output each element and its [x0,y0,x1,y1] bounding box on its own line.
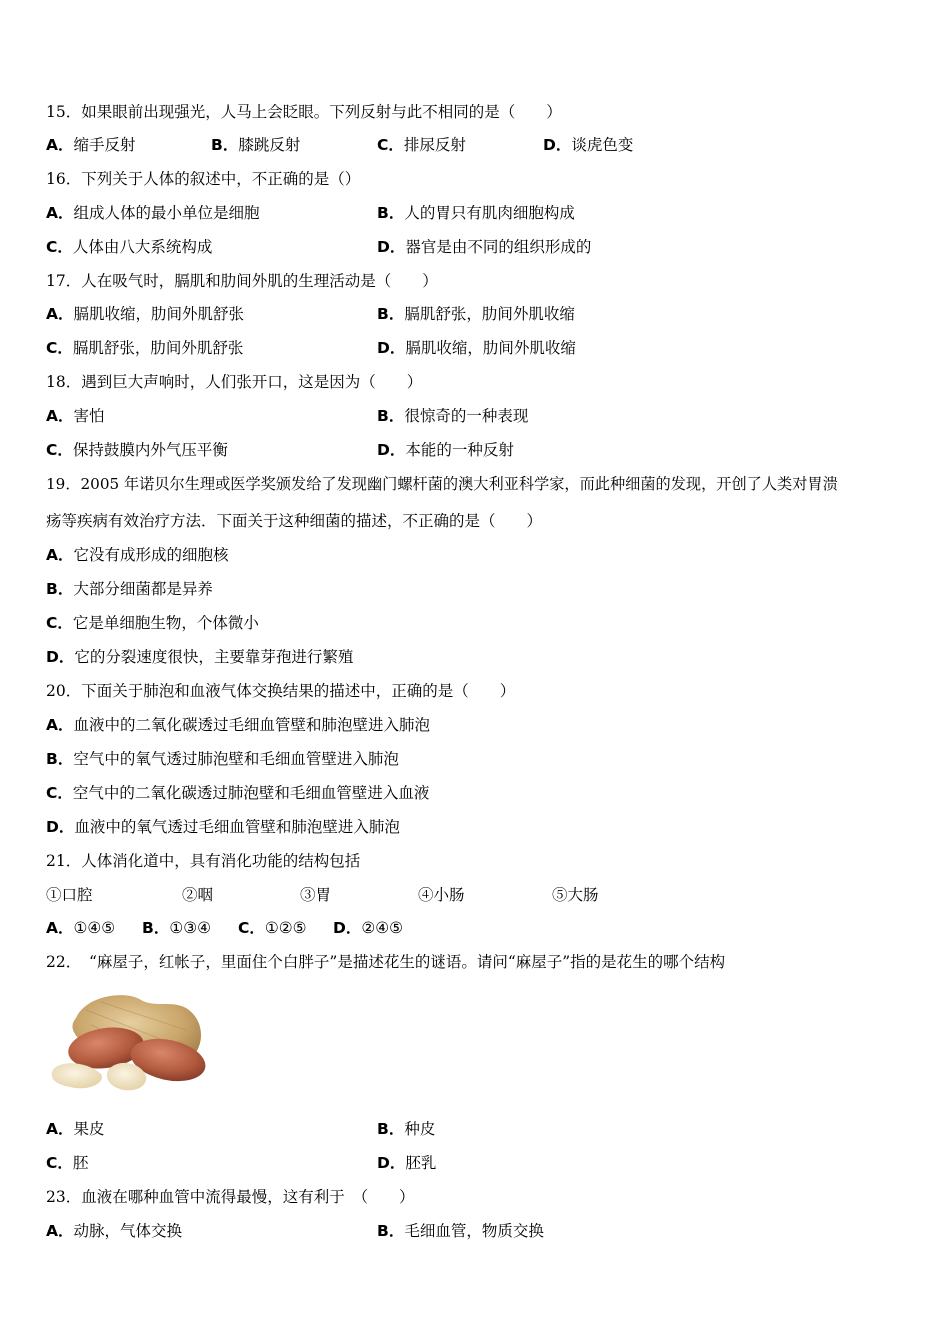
q20-option-d [46,816,400,838]
option-text: 缩手反射 [73,136,136,154]
option-text: 它是单细胞生物，个体微小 [72,614,259,632]
option-label: D． [543,136,572,154]
option-text: ①②⑤ [264,919,307,937]
q16-option-b [377,202,575,224]
option-text: 膈肌收缩，肋间外肌收缩 [405,339,576,357]
option-text: 膈肌收缩，肋间外肌舒张 [73,305,245,323]
question-20-stem: 20．下面关于肺泡和血液气体交换结果的描述中，正确的是（ ） [46,682,516,700]
option-label: D． [377,238,406,256]
q21-item: ①口腔 [46,886,93,904]
option-text: 空气中的二氧化碳透过肺泡壁和毛细血管壁进入血液 [72,784,430,802]
option-text: 组成人体的最小单位是细胞 [73,204,260,222]
option-text: 害怕 [73,407,105,425]
option-text: 大部分细菌都是异养 [73,580,213,598]
option-label: C． [377,136,404,154]
q19-option-d [46,646,353,668]
q21-option-a [46,917,115,939]
q21-option-c [238,917,307,939]
option-label: B． [377,407,405,425]
q16-option-c [46,236,212,258]
option-label: A． [46,1222,74,1240]
q18-option-d [377,439,514,461]
option-label: D． [377,339,406,357]
option-text: 本能的一种反射 [405,441,514,459]
option-text: 果皮 [73,1120,105,1138]
q23-option-b [377,1220,544,1242]
option-text: 器官是由不同的组织形成的 [405,238,592,256]
option-label: D． [46,648,75,666]
q21-item: ②咽 [182,886,214,904]
q16-option-a [46,202,260,224]
q15-option-a [46,134,136,156]
question-22-stem: 22． “麻屋子，红帐子，里面住个白胖子”是描述花生的谜语。请问“麻屋子”指的是花生的哪个结构 [46,953,726,971]
option-label: B． [377,1222,405,1240]
option-text: ①④⑤ [73,919,116,937]
option-label: C． [238,919,265,937]
question-17-stem: 17．人在吸气时，膈肌和肋间外肌的生理活动是（ ） [46,272,438,290]
option-label: D． [333,919,362,937]
q18-option-b [377,405,528,427]
q15-option-c [377,134,466,156]
option-label: B． [142,919,170,937]
peanut-image [46,990,211,1100]
option-label: C． [46,339,73,357]
q21-item: ④小肠 [418,886,465,904]
q19-option-c [46,612,259,634]
option-text: 膈肌舒张，肋间外肌舒张 [72,339,244,357]
option-text: 动脉，气体交换 [73,1222,183,1240]
option-text: ①③④ [169,919,212,937]
option-label: A． [46,716,74,734]
q17-option-c [46,337,243,359]
option-text: 种皮 [404,1120,436,1138]
option-label: A． [46,407,74,425]
question-16-stem: 16．下列关于人体的叙述中，不正确的是（） [46,170,361,188]
option-label: B． [46,750,74,768]
option-text: 人体由八大系统构成 [72,238,213,256]
q18-option-a [46,405,105,427]
option-label: C． [46,614,73,632]
option-label: A． [46,204,74,222]
option-text: 血液中的二氧化碳透过毛细血管壁和肺泡壁进入肺泡 [73,716,431,734]
q17-option-d [377,337,576,359]
option-text: 毛细血管，物质交换 [404,1222,544,1240]
option-text: 谈虎色变 [571,136,634,154]
q22-option-b [377,1118,435,1140]
option-label: A． [46,305,74,323]
option-label: D． [377,1154,406,1172]
question-15-stem: 15．如果眼前出现强光，人马上会眨眼。下列反射与此不相同的是（ ） [46,103,562,121]
option-text: 空气中的氧气透过肺泡壁和毛细血管壁进入肺泡 [73,750,399,768]
question-23-stem: 23．血液在哪种血管中流得最慢，这有利于 （ ） [46,1188,415,1206]
q17-option-a [46,303,244,325]
option-label: B． [211,136,239,154]
q18-option-c [46,439,228,461]
option-text: 胚乳 [405,1154,437,1172]
q21-option-b [142,917,211,939]
option-label: B． [377,204,405,222]
option-text: 血液中的氧气透过毛细血管壁和肺泡壁进入肺泡 [74,818,400,836]
option-label: D． [46,818,75,836]
option-text: 保持鼓膜内外气压平衡 [72,441,228,459]
q20-option-b [46,748,399,770]
q20-option-c [46,782,429,804]
option-text: 很惊奇的一种表现 [404,407,529,425]
option-label: C． [46,784,73,802]
q22-option-d [377,1152,436,1174]
option-label: C． [46,1154,73,1172]
option-text: 排尿反射 [403,136,466,154]
option-text: 膝跳反射 [238,136,301,154]
option-label: D． [377,441,406,459]
option-text: 它的分裂速度很快，主要靠芽孢进行繁殖 [74,648,354,666]
option-label: A． [46,919,74,937]
option-label: A． [46,546,74,564]
q20-option-a [46,714,430,736]
question-19-stem-line-1: 19．2005 年诺贝尔生理或医学奖颁发给了发现幽门螺杆菌的澳大利亚科学家，而此种细菌的发现，开创了人类对胃溃 [46,475,838,493]
q15-option-b [211,134,300,156]
option-text: ②④⑤ [361,919,404,937]
option-text: 人的胃只有肌肉细胞构成 [404,204,575,222]
q23-option-a [46,1220,182,1242]
question-19-stem-line-2: 疡等疾病有效治疗方法．下面关于这种细菌的描述，不正确的是（ ） [46,512,543,530]
q21-option-d [333,917,403,939]
option-label: A． [46,1120,74,1138]
option-text: 它没有成形成的细胞核 [73,546,229,564]
option-text: 胚 [72,1154,89,1172]
q21-item: ③胃 [300,886,332,904]
q16-option-d [377,236,591,258]
question-21-stem: 21．人体消化道中，具有消化功能的结构包括 [46,852,361,870]
q19-option-b [46,578,213,600]
q21-item: ⑤大肠 [552,886,599,904]
option-label: B． [377,305,405,323]
option-label: C． [46,238,73,256]
q15-option-d [543,134,633,156]
option-label: B． [377,1120,405,1138]
q22-option-c [46,1152,88,1174]
q22-option-a [46,1118,105,1140]
q19-option-a [46,544,229,566]
option-label: C． [46,441,73,459]
option-label: A． [46,136,74,154]
option-label: B． [46,580,74,598]
option-text: 膈肌舒张，肋间外肌收缩 [404,305,575,323]
question-18-stem: 18．遇到巨大声响时，人们张开口，这是因为（ ） [46,373,423,391]
q17-option-b [377,303,575,325]
